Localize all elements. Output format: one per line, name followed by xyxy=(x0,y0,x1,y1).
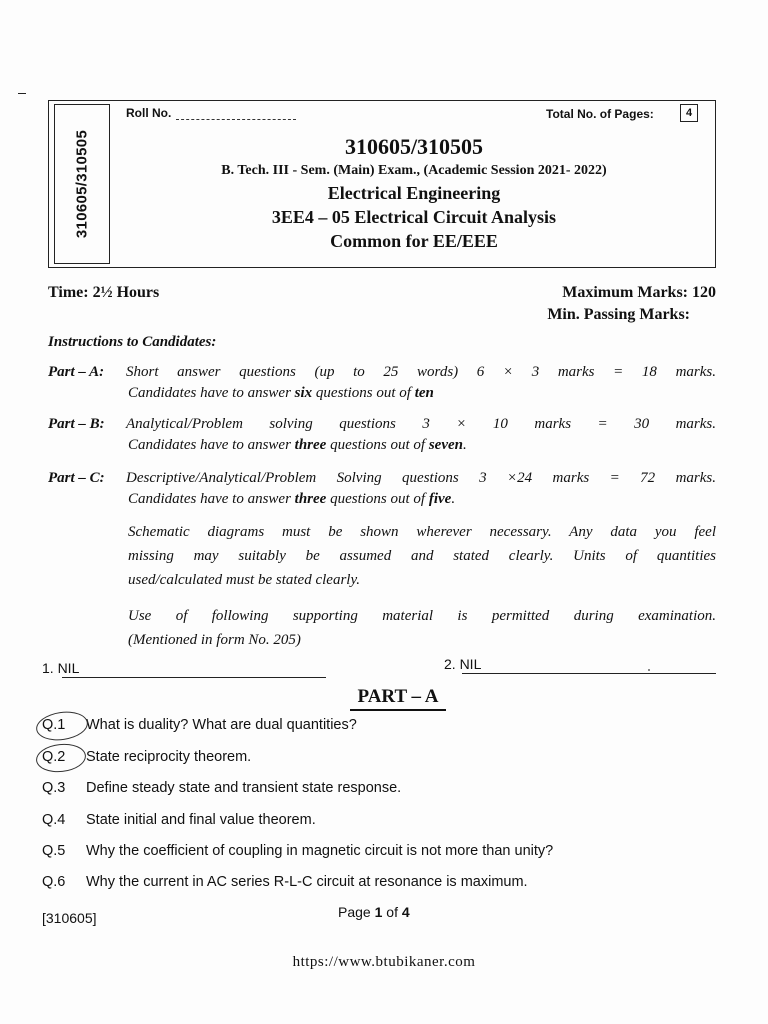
question-text: What is duality? What are dual quantities? xyxy=(86,717,357,733)
part-a-label: Part – A: xyxy=(48,364,105,380)
side-paper-code: 310605/310505 xyxy=(73,129,91,239)
page-indicator: Page 1 of 4 xyxy=(338,904,410,920)
instruction-part-a xyxy=(48,364,716,408)
question-number: Q.3 xyxy=(42,780,66,796)
common-for: Common for EE/EEE xyxy=(330,231,498,251)
scan-dot xyxy=(648,669,650,671)
question-number: Q.2 xyxy=(42,749,66,765)
part-b-answer-rule: Candidates have to answer three questions out of seven. xyxy=(128,437,467,453)
question-1 xyxy=(42,717,357,733)
supporting-material-2: 2. NIL xyxy=(444,656,482,672)
instruction-part-c xyxy=(48,470,716,514)
material-2-line xyxy=(462,673,716,674)
instruction-part-b xyxy=(48,416,716,460)
exam-session: B. Tech. III - Sem. (Main) Exam., (Academic Session 2021- 2022) xyxy=(221,163,607,178)
scan-mark xyxy=(18,93,26,94)
question-number: Q.4 xyxy=(42,812,66,828)
part-a-heading: PART – A xyxy=(357,686,439,707)
question-text: State initial and final value theorem. xyxy=(86,812,316,828)
min-passing-marks: Min. Passing Marks: xyxy=(547,306,690,323)
supporting-material-1: 1. NIL xyxy=(42,660,80,676)
part-b-marks: Analytical/Problem solving questions 3 × 10 marks = 30 marks. xyxy=(126,416,716,432)
question-4 xyxy=(42,812,316,828)
material-1-line xyxy=(62,677,326,678)
roll-number-label: Roll No. xyxy=(126,106,172,120)
maximum-marks: Maximum Marks: 120 xyxy=(562,284,716,301)
instruction-note-schematic: Schematic diagrams must be shown wherever necessary. Any data you feel missing may suitably be assumed and stated clearly. Units of quantities used/calculated must be stated clearly. xyxy=(128,524,716,588)
branch-title: Electrical Engineering xyxy=(327,183,501,203)
part-c-answer-rule: Candidates have to answer three questions out of five. xyxy=(128,491,456,507)
question-text: Why the coefficient of coupling in magnetic circuit is not more than unity? xyxy=(86,843,554,859)
paper-code: 310605/310505 xyxy=(344,134,484,159)
question-number: Q.6 xyxy=(42,874,66,890)
instruction-note-material: Use of following supporting material is permitted during examination. (Mentioned in form No. 205) xyxy=(128,608,716,648)
question-text: Define steady state and transient state response. xyxy=(86,780,402,796)
total-pages-value: 4 xyxy=(680,104,698,122)
pen-circle-mark xyxy=(34,709,89,744)
total-pages-label: Total No. of Pages: xyxy=(546,107,654,121)
question-text: Why the current in AC series R-L-C circuit at resonance is maximum. xyxy=(86,874,528,890)
pen-circle-mark xyxy=(35,741,88,774)
part-a-marks: Short answer questions (up to 25 words) 6 × 3 marks = 18 marks. xyxy=(126,364,716,380)
part-a-answer-rule: Candidates have to answer six questions out of ten xyxy=(128,385,434,401)
instructions-title: Instructions to Candidates: xyxy=(48,334,217,350)
footer-paper-code: [310605] xyxy=(42,910,97,926)
roll-number-line xyxy=(176,119,296,120)
time-allowed: Time: 2½ Hours xyxy=(48,284,160,301)
part-a-underline xyxy=(350,709,446,711)
question-5 xyxy=(42,843,553,859)
question-number: Q.1 xyxy=(42,717,66,733)
source-url: https://www.btubikaner.com xyxy=(292,954,476,970)
question-6 xyxy=(42,874,528,890)
part-b-label: Part – B: xyxy=(48,416,105,432)
subject-title: 3EE4 – 05 Electrical Circuit Analysis xyxy=(271,207,557,227)
question-text: State reciprocity theorem. xyxy=(86,749,252,765)
part-c-marks: Descriptive/Analytical/Problem Solving questions 3 ×24 marks = 72 marks. xyxy=(126,470,716,486)
question-3 xyxy=(42,780,401,796)
part-c-label: Part – C: xyxy=(48,470,105,486)
question-number: Q.5 xyxy=(42,843,66,859)
